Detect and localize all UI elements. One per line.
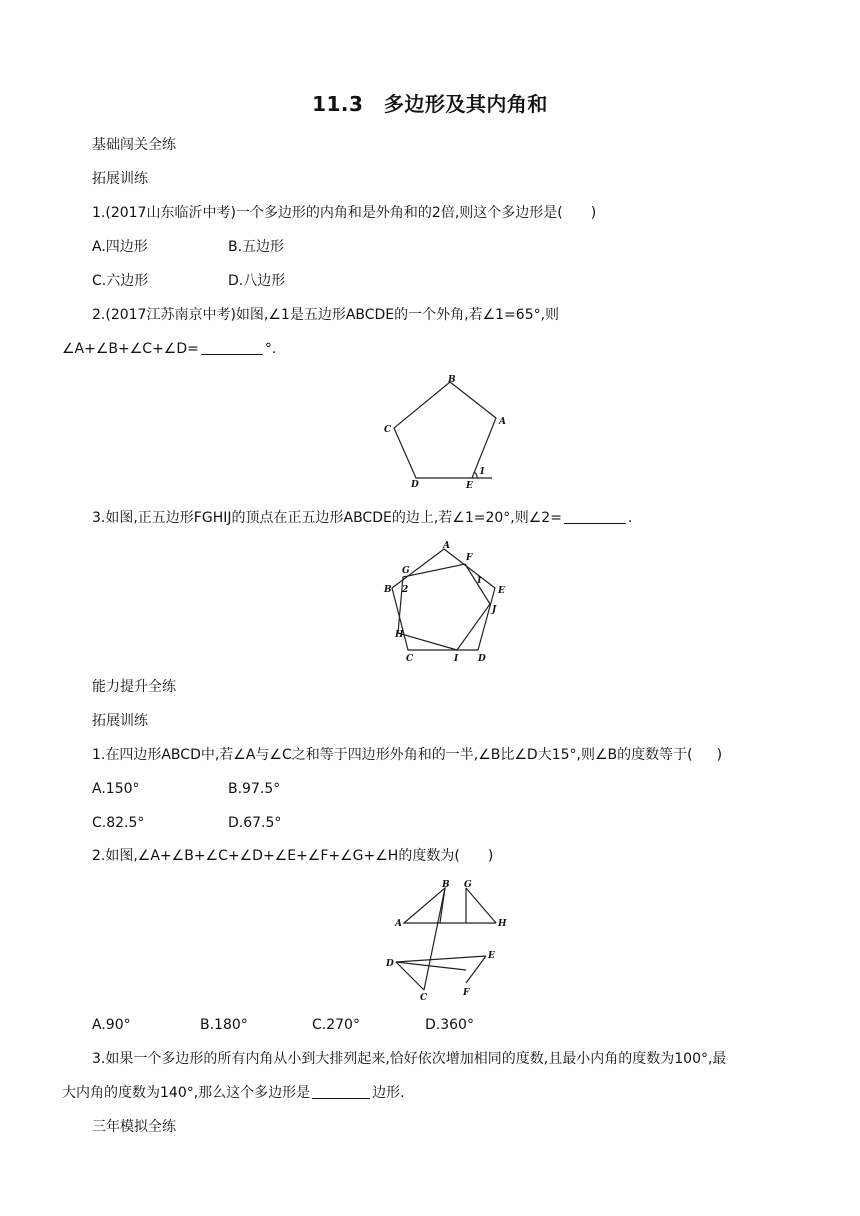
label-f: F [463,988,470,998]
label-c: C [420,993,428,1003]
section-heading-three-year: 三年模拟全练 [92,1119,176,1135]
question-1-option-c: C.六边形 [92,273,149,289]
section-heading-basic: 基础闯关全练 [92,137,176,153]
question-1-close: ) [590,205,597,221]
ability-question-3-stem: 3.如果一个多边形的所有内角从小到大排列起来,恰好依次增加相同的度数,且最小内角的度数为100°,最 [92,1051,727,1067]
outer-pentagon-abcde [392,549,495,650]
ability-question-1-close: ) [716,747,723,763]
ability-question-3-text: 大内角的度数为140°,那么这个多边形是 [62,1085,311,1101]
section-heading-ability: 能力提升全练 [92,679,176,695]
subsection-heading-extension: 拓展训练 [92,171,148,187]
pentagon-abcde [394,382,496,478]
label-i: I [454,654,459,664]
figure-nested-pentagons [380,540,505,665]
ability-question-2-close: ) [487,848,494,864]
label-d: D [478,654,486,664]
ability-question-3-end: 边形. [372,1085,405,1101]
question-2-expression: ∠A+∠B+∠C+∠D= [62,341,199,357]
label-g: G [402,566,410,576]
angle-1-arc [474,472,477,478]
answer-blank [201,340,263,355]
question-1-option-d: D.八边形 [228,273,286,289]
ability-question-1-option-a: A.150° [92,781,140,797]
question-3-text: 3.如图,正五边形FGHIJ的顶点在正五边形ABCDE的边上,若∠1=20°,则∠2= [92,510,562,526]
question-1-stem [92,203,596,223]
label-angle-1: 1 [479,467,486,477]
label-angle-1: 1 [476,576,483,586]
label-b: B [384,585,392,595]
page-title: 11.3 多边形及其内角和 [312,92,548,116]
question-2-stem-line2 [62,339,276,359]
label-g: G [464,880,472,890]
ability-question-1-option-b: B.97.5° [228,781,281,797]
segment-dc [396,962,424,990]
label-e: E [466,481,473,491]
label-angle-2: 2 [402,585,409,595]
answer-blank [564,509,626,524]
label-c: C [406,654,414,664]
ability-question-1-text: 1.在四边形ABCD中,若∠A与∠C之和等于四边形外角和的一半,∠B比∠D大15°,则∠B的度数等于( [92,747,693,763]
segment-ef [466,956,486,983]
ability-question-2-option-b: B.180° [200,1017,248,1033]
label-b: B [442,880,450,890]
ability-question-2-stem [92,846,493,866]
ability-question-2-option-a: A.90° [92,1017,131,1033]
ability-question-1-option-d: D.67.5° [228,815,282,831]
label-c: C [384,425,392,435]
label-a: A [443,541,450,551]
ability-question-3-stem-line2 [62,1083,405,1103]
question-3-stem [92,508,632,528]
segment-de [396,956,486,962]
label-j: J [492,605,497,615]
question-1-option-a: A.四边形 [92,239,148,255]
label-b: B [448,375,456,385]
label-h: H [395,630,404,640]
subsection-heading-extension-2: 拓展训练 [92,713,148,729]
label-a: A [395,919,402,929]
segment-d-mid [396,962,466,970]
ability-question-2-option-c: C.270° [312,1017,360,1033]
label-h: H [498,919,507,929]
ability-question-1-option-c: C.82.5° [92,815,145,831]
ability-question-2-text: 2.如图,∠A+∠B+∠C+∠D+∠E+∠F+∠G+∠H的度数为( [92,848,460,864]
question-1-text: 1.(2017山东临沂中考)一个多边形的内角和是外角和的2倍,则这个多边形是( [92,205,563,221]
question-1-option-b: B.五边形 [228,239,285,255]
segment-gh [466,888,496,923]
label-a: A [499,417,506,427]
question-2-degree-end: °. [264,341,277,357]
ability-question-2-option-d: D.360° [425,1017,474,1033]
label-d: D [386,959,394,969]
answer-blank [312,1084,370,1099]
figure-crossing-triangles [380,878,510,1003]
ability-question-1-stem [92,745,722,765]
label-d: D [411,480,419,490]
label-f: F [466,553,473,563]
label-e: E [488,951,495,961]
question-2-stem: 2.(2017江苏南京中考)如图,∠1是五边形ABCDE的一个外角,若∠1=65°,则 [92,307,560,323]
figure-pentagon-exterior-angle [380,372,506,492]
question-3-end: . [627,510,633,526]
label-e: E [498,586,505,596]
